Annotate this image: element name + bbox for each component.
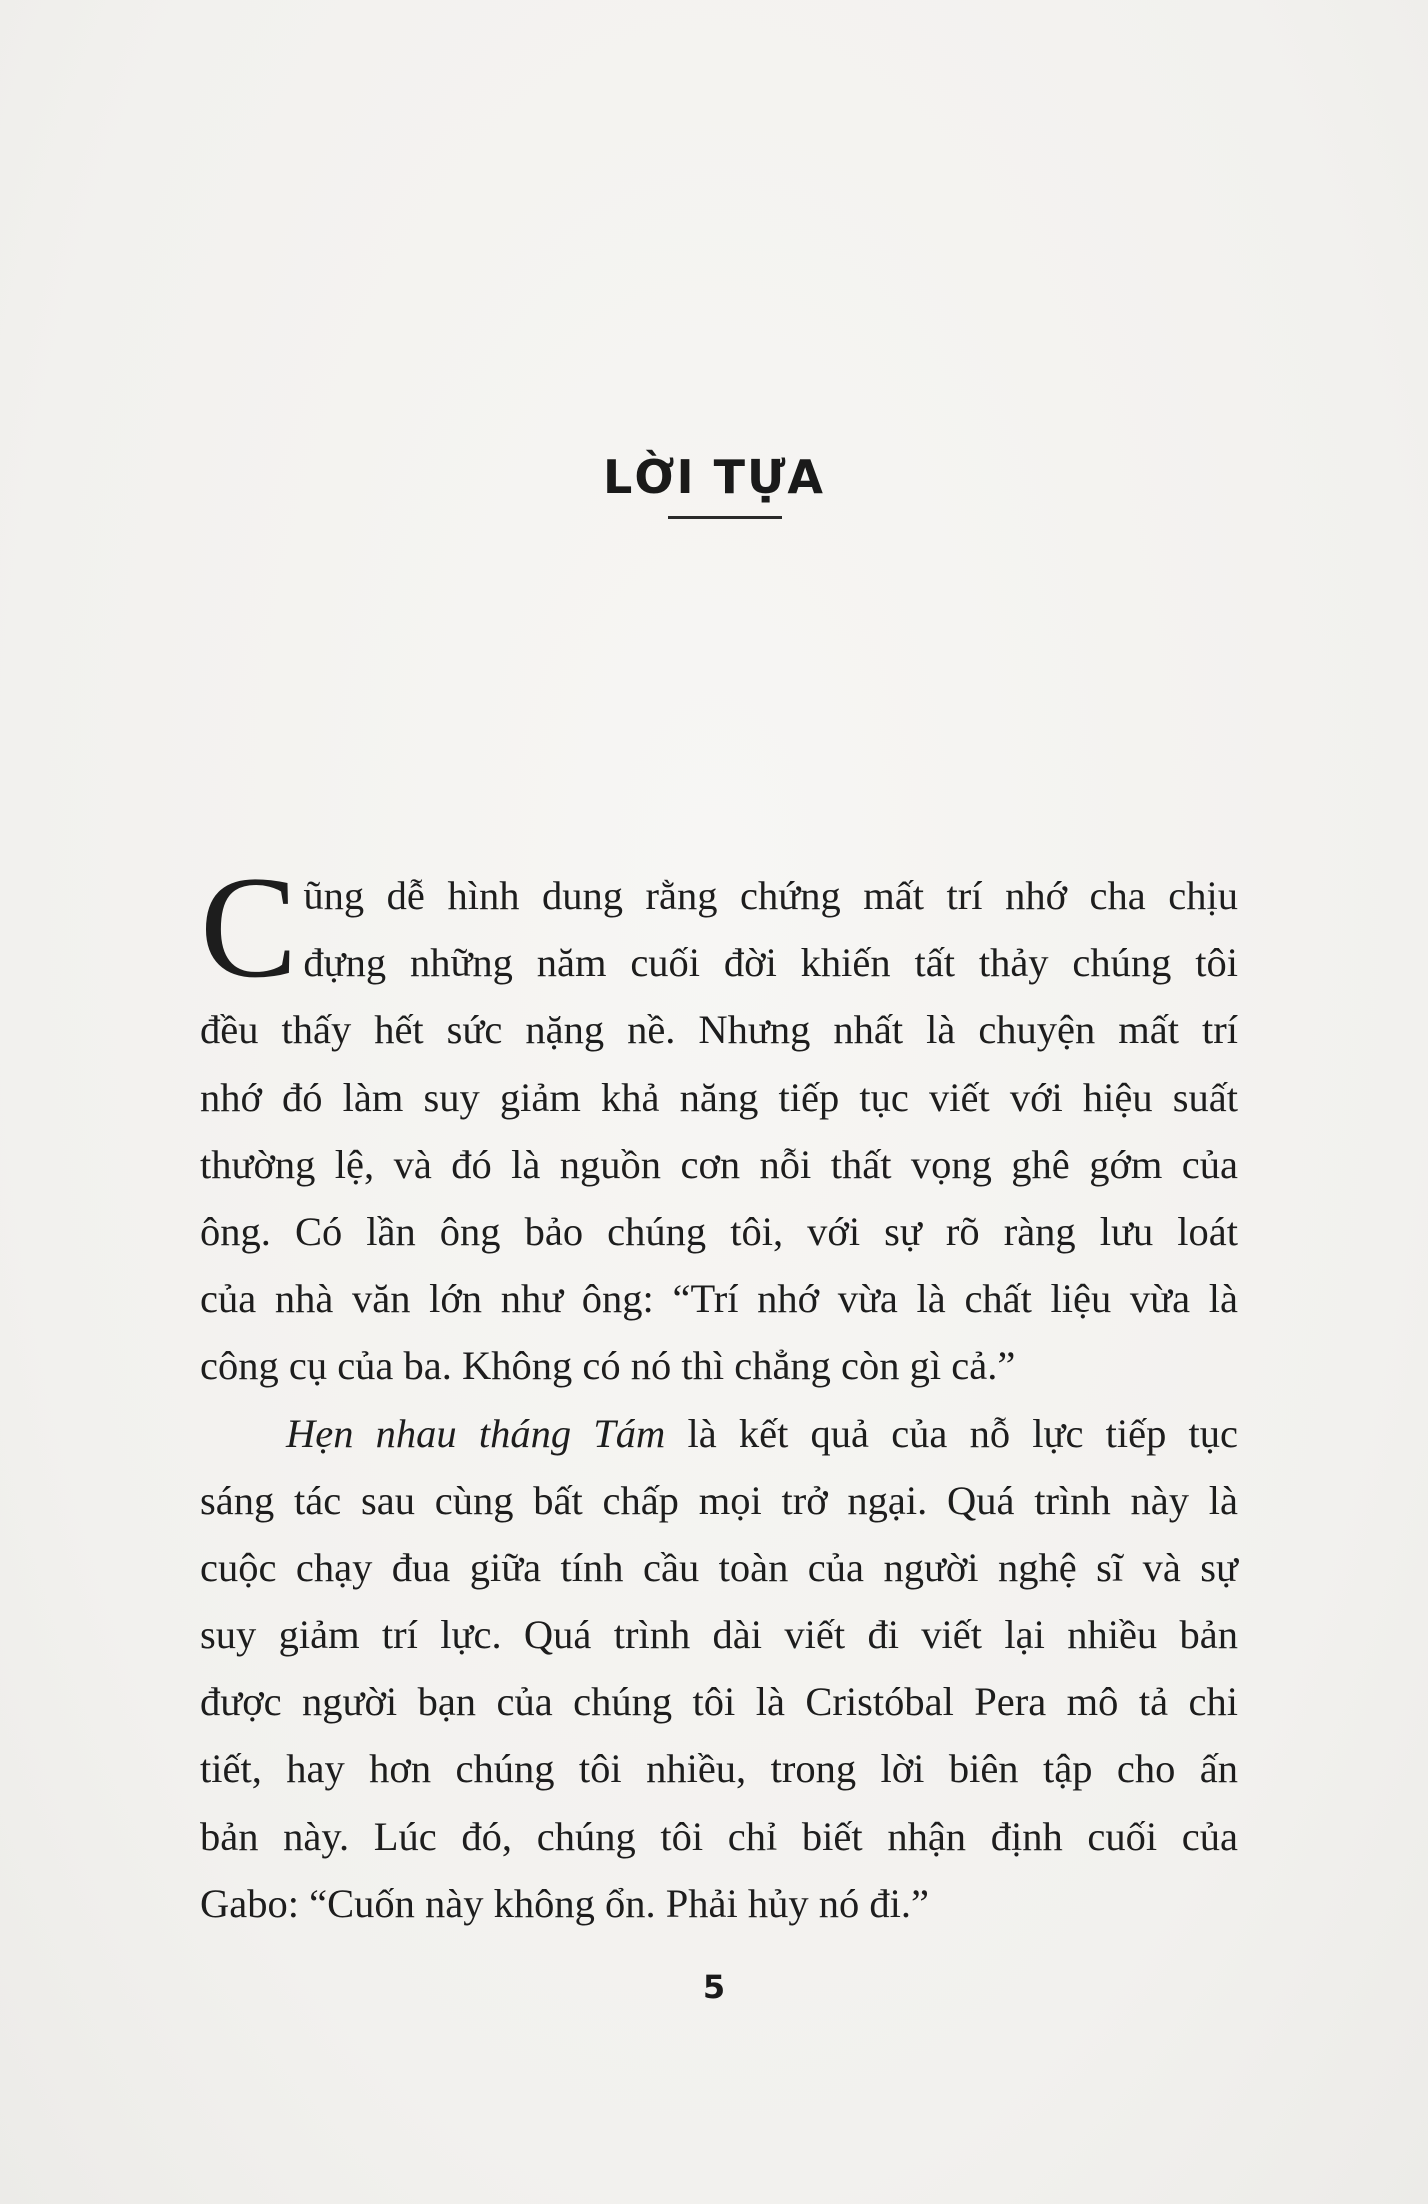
text-line: suy giảm trí lực. Quá trình dài viết đi viết lại nhiều bản: [200, 1612, 1238, 1658]
text-line: đều thấy hết sức nặng nề. Nhưng nhất là chuyện mất trí: [200, 1007, 1238, 1053]
text-fragment: là kết quả của nỗ lực tiếp tục: [665, 1410, 1238, 1456]
text-line: nhớ đó làm suy giảm khả năng tiếp tục viết với hiệu suất: [200, 1074, 1238, 1120]
text-line: cuộc chạy đua giữa tính cầu toàn của người nghệ sĩ và sự: [200, 1544, 1238, 1590]
text-line: của nhà văn lớn như ông: “Trí nhớ vừa là chất liệu vừa là: [200, 1276, 1238, 1322]
paragraph-1: [200, 846, 1238, 1400]
text-line: ũng dễ hình dung rằng chứng mất trí nhớ cha chịu: [303, 873, 1238, 918]
text-line: [200, 1400, 1238, 1467]
book-title-italic: Hẹn nhau tháng Tám: [286, 1410, 666, 1456]
text-line: được người bạn của chúng tôi là Cristóbal Pera mô tả chi: [200, 1679, 1238, 1725]
text-line: Gabo: “Cuốn này không ổn. Phải hủy nó đi.”: [200, 1880, 929, 1926]
text-line: ông. Có lần ông bảo chúng tôi, với sự rõ ràng lưu loát: [200, 1208, 1238, 1254]
title-underline: [668, 516, 782, 519]
text-line: tiết, hay hơn chúng tôi nhiều, trong lời biên tập cho ấn: [200, 1746, 1238, 1792]
chapter-title: LỜI TỰA: [602, 450, 826, 504]
text-line: sáng tác sau cùng bất chấp mọi trở ngại. Quá trình này là: [200, 1477, 1238, 1523]
body-text: [200, 846, 1238, 1937]
drop-cap: C: [200, 846, 298, 1008]
text-line: thường lệ, và đó là nguồn cơn nỗi thất vọng ghê gớm của: [200, 1141, 1238, 1187]
paragraph-2: [200, 1400, 1238, 1938]
page-number: 5: [702, 1968, 726, 2006]
text-line: bản này. Lúc đó, chúng tôi chỉ biết nhận định cuối của: [200, 1813, 1238, 1859]
text-line: công cụ của ba. Không có nó thì chẳng còn gì cả.”: [200, 1343, 1016, 1389]
text-line: đựng những năm cuối đời khiến tất thảy chúng tôi: [303, 940, 1238, 986]
